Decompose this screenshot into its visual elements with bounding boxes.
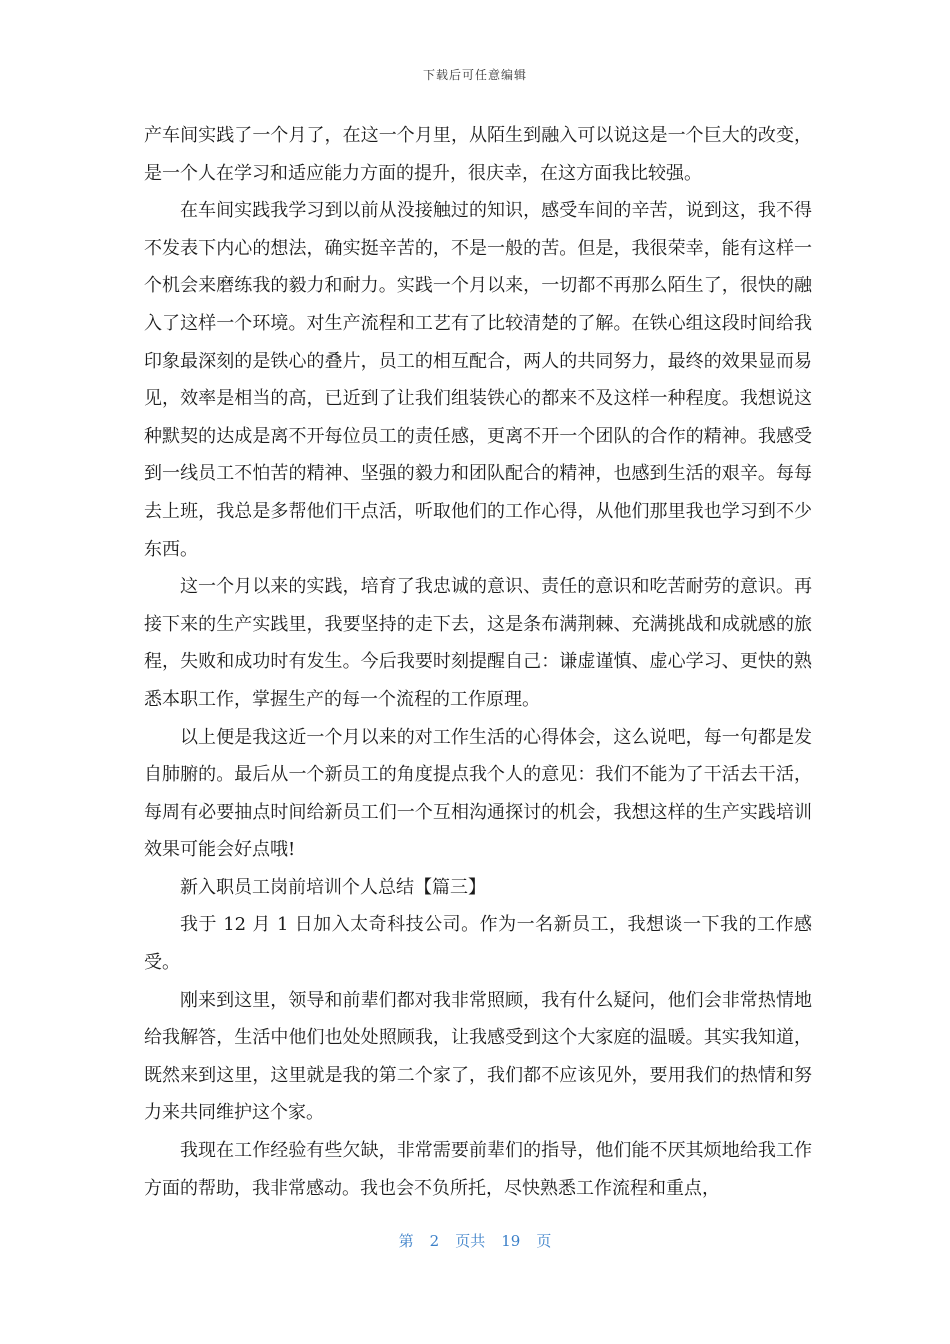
- paragraph: 在车间实践我学习到以前从没接触过的知识，感受车间的辛苦，说到这，我不得不发表下内心的想法，确实挺辛苦的，不是一般的苦。但是，我很荣幸，能有这样一个机会来磨练我的毅力和耐力。实践一个月以来，一切都不再那么陌生了，很快的融入了这样一个环境。对生产流程和工艺有了比较清楚的了解。在铁心组这段时间给我印象最深刻的是铁心的叠片，员工的相互配合，两人的共同努力，最终的效果显而易见，效率是相当的高，已近到了让我们组装铁心的都来不及这样一种程度。我想说这种默契的达成是离不开每位员工的责任感，更离不开一个团队的合作的精神。我感受到一线员工不怕苦的精神、坚强的毅力和团队配合的精神，也感到生活的艰辛。每每去上班，我总是多帮他们干点活，听取他们的工作心得，从他们那里我也学习到不少东西。: [144, 200, 812, 560]
- page-header: 下载后可任意编辑: [422, 68, 527, 82]
- paragraph: 我于 12 月 1 日加入太奇科技公司。作为一名新员工，我想谈一下我的工作感受。: [144, 914, 812, 974]
- footer-current-page: 2: [429, 1232, 440, 1250]
- paragraph: 刚来到这里，领导和前辈们都对我非常照顾，我有什么疑问，他们会非常热情地给我解答，生活中他们也处处照顾我，让我感受到这个大家庭的温暖。其实我知道，既然来到这里，这里就是我的第二个家了，我们都不应该见外，要用我们的热情和努力来共同维护这个家。: [144, 989, 812, 1124]
- footer-total-pages: 19: [501, 1232, 521, 1250]
- document-body: [144, 117, 812, 1207]
- paragraph: 这一个月以来的实践，培育了我忠诚的意识、责任的意识和吃苦耐劳的意识。再接下来的生产实践里，我要坚持的走下去，这是条布满荆棘、充满挑战和成就感的旅程，失败和成功时有发生。今后我要时刻提醒自己：谦虚谨慎、虚心学习、更快的熟悉本职工作，掌握生产的每一个流程的工作原理。: [144, 576, 812, 710]
- footer-label-page: 第: [398, 1232, 414, 1250]
- footer-label-end: 页: [536, 1232, 552, 1250]
- paragraph: 我现在工作经验有些欠缺，非常需要前辈们的指导，他们能不厌其烦地给我工作方面的帮助，我非常感动。我也会不负所托，尽快熟悉工作流程和重点，: [144, 1140, 812, 1199]
- footer-label-of: 页共: [455, 1232, 486, 1250]
- page-footer: [0, 1230, 950, 1251]
- paragraph: 以上便是我这近一个月以来的对工作生活的心得体会，这么说吧，每一句都是发自肺腑的。最后从一个新员工的角度提点我个人的意见：我们不能为了干活去干活，每周有必要抽点时间给新员工们一个互相沟通探讨的机会，我想这样的生产实践培训效果可能会好点哦!: [144, 726, 812, 861]
- paragraph: 产车间实践了一个月了，在这一个月里，从陌生到融入可以说这是一个巨大的改变，是一个人在学习和适应能力方面的提升，很庆幸，在这方面我比较强。: [144, 125, 812, 184]
- section-heading: 新入职员工岗前培训个人总结【篇三】: [180, 876, 486, 898]
